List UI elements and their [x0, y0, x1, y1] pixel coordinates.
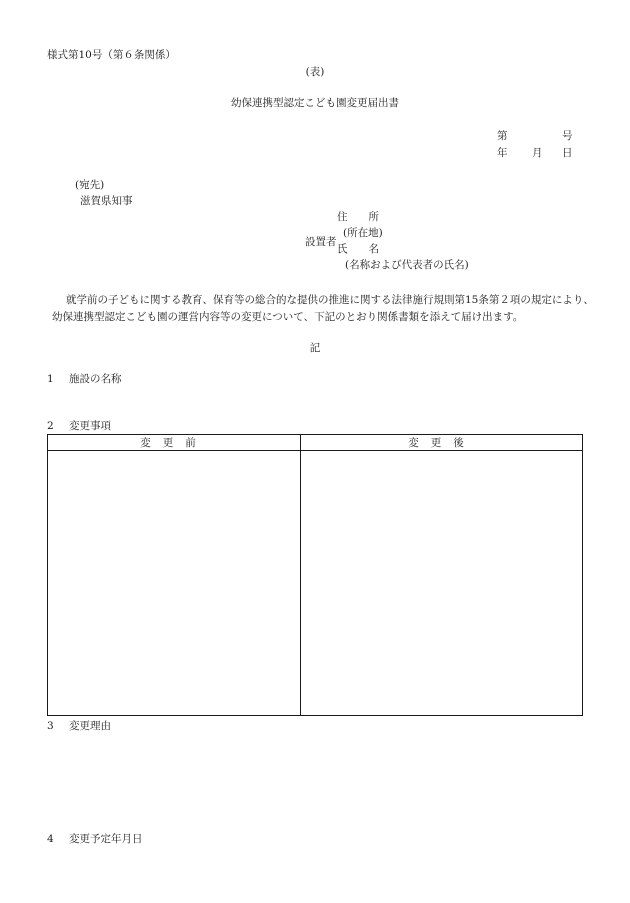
front-label: (表) — [305, 66, 325, 78]
before-header: 変更前 — [140, 437, 208, 449]
name-label: 氏 名 — [337, 243, 379, 255]
form-number: 様式第10号（第６条関係） — [47, 49, 176, 61]
section-change-date — [47, 834, 143, 845]
addressee-label: (宛先) — [75, 179, 105, 191]
section-number: 2 — [47, 420, 54, 432]
after-header: 変更後 — [408, 437, 476, 449]
section-change-items — [47, 421, 111, 432]
section-facility-name — [47, 374, 122, 385]
addressee-name: 滋賀県知事 — [80, 195, 133, 207]
section-number: 1 — [47, 373, 54, 385]
applicant-role: 設置者 — [305, 236, 337, 248]
section-number: 3 — [47, 720, 54, 732]
date-month: 月 — [532, 147, 543, 159]
doc-number-prefix: 第 — [497, 130, 508, 142]
address-label: 住 所 — [337, 211, 379, 223]
section-number: 4 — [47, 833, 54, 845]
before-cell[interactable] — [48, 451, 300, 715]
address-note: (所在地) — [343, 227, 383, 239]
section-label: 変更理由 — [69, 720, 111, 732]
section-label: 変更予定年月日 — [69, 833, 143, 845]
change-table-header — [48, 435, 582, 451]
section-label: 変更事項 — [69, 420, 111, 432]
change-table — [47, 434, 583, 716]
section-change-reason — [47, 721, 111, 732]
ki-heading: 記 — [309, 342, 321, 354]
after-cell[interactable] — [301, 451, 582, 715]
date-year: 年 — [497, 147, 508, 159]
section-label: 施設の名称 — [69, 373, 122, 385]
doc-number-suffix: 号 — [562, 130, 573, 142]
name-note: (名称および代表者の氏名) — [345, 259, 469, 271]
document-title: 幼保連携型認定こども園変更届出書 — [231, 97, 399, 109]
body-text: 就学前の子どもに関する教育、保育等の総合的な提供の推進に関する法律施行規則第15条第２項の規定により、幼保連携型認定こども園の運営内容等の変更について、下記のとおり関係書類を添えて届け出ます。 — [52, 294, 594, 323]
date-day: 日 — [562, 147, 573, 159]
